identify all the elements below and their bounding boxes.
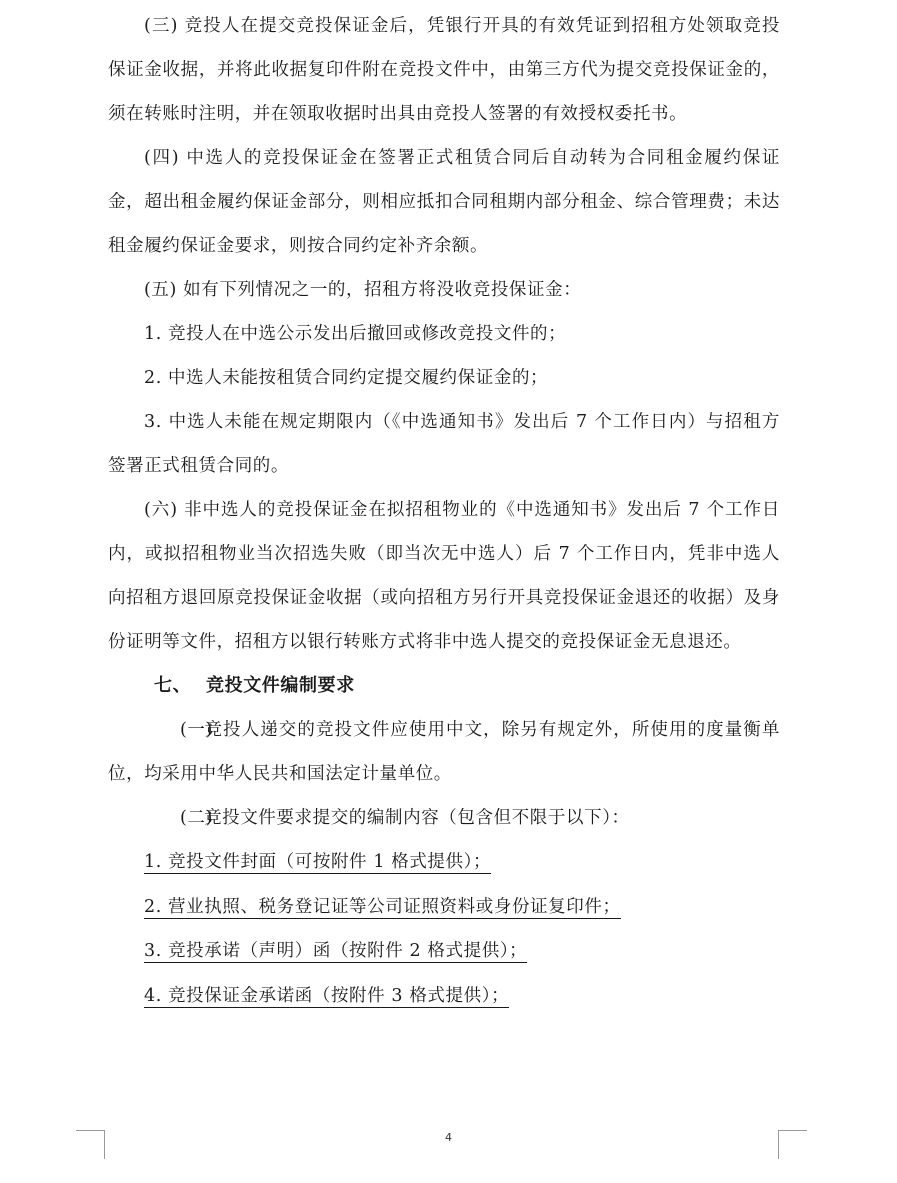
- paragraph-5-item-2: 2. 中选人未能按租赁合同约定提交履约保证金的；: [144, 368, 549, 388]
- page-content: [108, 4, 780, 1018]
- list-item-text: 1. 竞投文件封面（可按附件 1 格式提供）；: [144, 852, 492, 872]
- paragraph-4: (四) 中选人的竞投保证金在签署正式租赁合同后自动转为合同租金履约保证金，超出租金履约保证金部分，则相应抵扣合同租期内部分租金、综合管理费；未达租金履约保证金要求，则按合同约定补齐余额。: [108, 148, 780, 256]
- section-7-paragraph-2: [108, 796, 780, 840]
- page-number: 4: [445, 1131, 452, 1144]
- section-7-number: 七、: [154, 675, 192, 696]
- section-7-paragraph-2-text: 竞投文件要求提交的编制内容（包含但不限于以下）：: [204, 808, 630, 828]
- list-item: [108, 885, 780, 930]
- paragraph-5-item-3: 3. 中选人未能在规定期限内（《中选通知书》发出后 7 个工作日内）与招租方签署正式租赁合同的。: [108, 412, 780, 476]
- section-7-paragraph-1: [108, 708, 780, 796]
- list-item-text: 3. 竞投承诺（声明）函（按附件 2 格式提供）；: [144, 941, 528, 961]
- paragraph-3: (三) 竞投人在提交竞投保证金后，凭银行开具的有效凭证到招租方处领取竞投保证金收据，并将此收据复印件附在竞投文件中，由第三方代为提交竞投保证金的，须在转账时注明，并在领取收据时出具由竞投人签署的有效授权委托书。: [108, 16, 780, 124]
- section-7-paragraph-2-number: (二): [180, 808, 213, 828]
- paragraph-6: (六) 非中选人的竞投保证金在拟招租物业的《中选通知书》发出后 7 个工作日内，或拟招租物业当次招选失败（即当次无中选人）后 7 个工作日内，凭非中选人向招租方退回原竞投保证金收据（或向招租方另行开具竞投保证金退还的收据）及身份证明等文件，招租方以银行转账方式将非中选人提交的竞投保证金无息退还。: [108, 500, 780, 652]
- paragraph-5: (五) 如有下列情况之一的，招租方将没收竞投保证金：: [144, 280, 582, 300]
- section-7-paragraph-1-number: (一): [180, 720, 213, 740]
- list-item-text: 2. 营业执照、税务登记证等公司证照资料或身份证复印件；: [144, 896, 621, 917]
- section-7-heading: [108, 664, 780, 708]
- section-7-paragraph-1-text: 竞投人递交的竞投文件应使用中文，除另有规定外，所使用的度量衡单位，均采用中华人民共和国法定计量单位。: [108, 720, 780, 784]
- section-7-title: 竞投文件编制要求: [206, 675, 355, 696]
- list-item: [108, 840, 780, 885]
- paragraph-5-item-1: 1. 竞投人在中选公示发出后撤回或修改竞投文件的；: [144, 324, 567, 344]
- list-item-text: 4. 竞投保证金承诺函（按附件 3 格式提供）；: [144, 985, 510, 1006]
- list-item: [108, 974, 780, 1019]
- list-item: [108, 929, 780, 974]
